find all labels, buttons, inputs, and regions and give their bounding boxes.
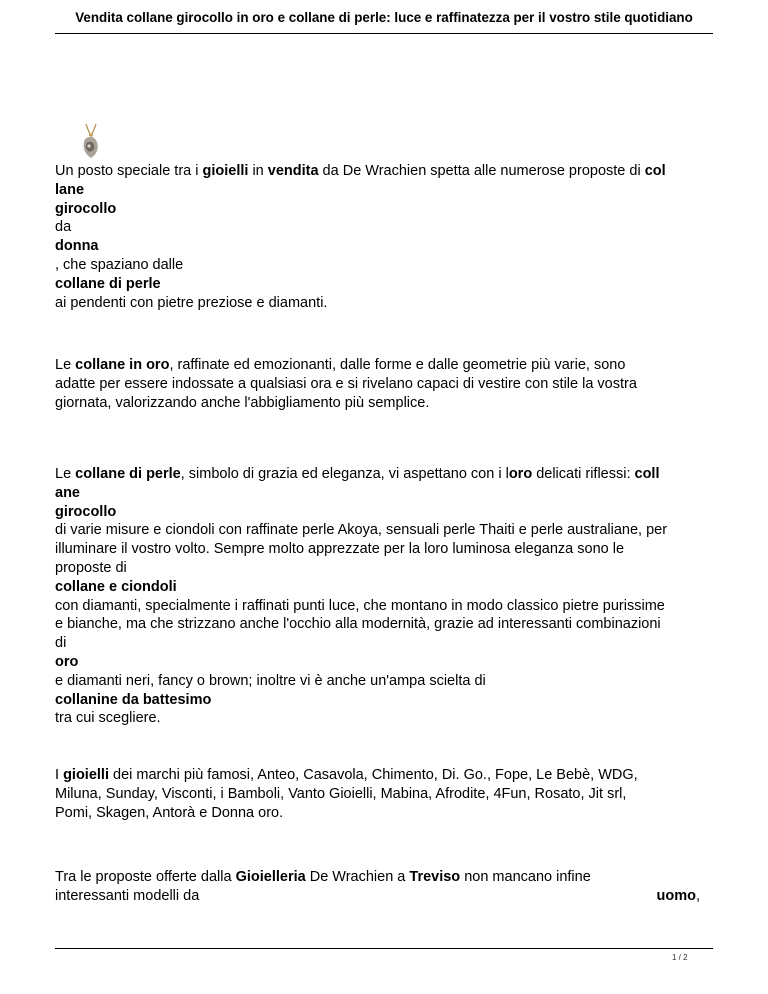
header-rule [55, 33, 713, 34]
page-header-title: Vendita collane girocollo in oro e collane di perle: luce e raffinatezza per il vostro stile quotidiano [75, 10, 693, 25]
page-number: 1 / 2 [672, 953, 688, 962]
footer-rule [55, 948, 713, 949]
paragraph-intro: Un posto speciale tra i gioielli in vendita da De Wrachien spetta alle numerose proposte di col lane girocollo da donna , che spaziano dalle collane di perle ai pendenti con pietre preziose e diamanti. [55, 163, 666, 311]
paragraph-collane-oro: Le collane in oro, raffinate ed emozionanti, dalle forme e dalle geometrie più varie, sono adatte per essere indossate a qualsiasi ora e si rivelano capaci di vestire con stile la vostra giornata, valorizzando anche l'abbigliamento più semplice. [55, 357, 637, 411]
pendant-jewel-image [68, 124, 118, 160]
paragraph-collane-perle: Le collane di perle, simbolo di grazia ed eleganza, vi aspettano con i loro delicati riflessi: coll ane girocollo di varie misure e ciondoli con raffinate perle Akoya, sensuali perle Thaiti e perle australiane, per illuminare il vostro volto. Sempre molto apprezzate per la loro luminosa eleganza sono le proposte di collane e ciondoli con diamanti, specialmente i raffinati punti luce, che montano in modo classico pietre purissime e bianche, ma che strizzano anche l'occhio alla modernità, grazie ad interessanti combinazioni di oro e diamanti neri, fancy o brown; inoltre vi è anche un'ampa scielta di collanine da battesimo tra cui scegliere. [55, 466, 668, 727]
paragraph-marchi: I gioielli dei marchi più famosi, Anteo, Casavola, Chimento, Di. Go., Fope, Le Bebè, WDG, Miluna, Sunday, Visconti, i Bamboli, Vanto Gioielli, Mabina, Afrodite, 4Fun, Rosato, Jit srl, Pomi, Skagen, Antorà e Donna oro. [55, 767, 638, 821]
paragraph-uomo: Tra le proposte offerte dalla Gioielleria De Wrachien a Treviso non mancano infine interessanti modelli da uomo, [55, 869, 700, 904]
